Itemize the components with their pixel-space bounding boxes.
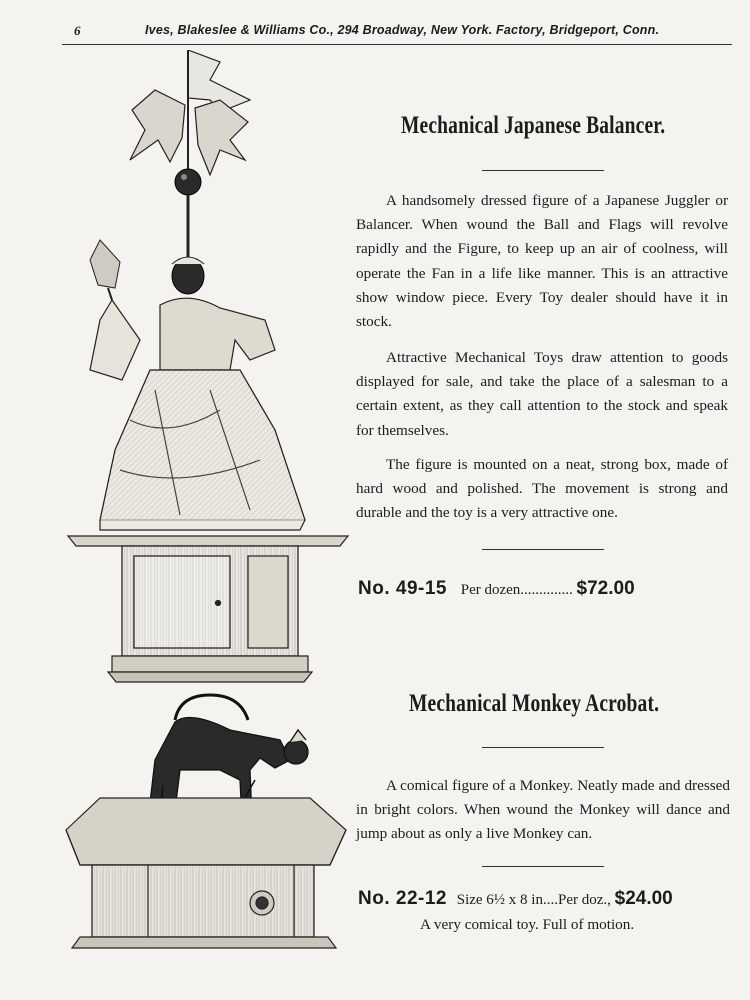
octagonal-box: [66, 798, 346, 948]
running-header: Ives, Blakeslee & Williams Co., 294 Broadway, New York. Factory, Bridgeport, Conn.: [145, 23, 660, 37]
section1-title-rule: [482, 170, 604, 171]
section1-paragraph-1: A handsomely dressed figure of a Japanese Juggler or Balancer. When wound the Ball and Flags will revolve rapidly and the Figure, to keep up an air of coolness, will operate the Fan in a life like manner. This is an attractive show window piece. Every Toy dealer should have it in stock.: [356, 192, 728, 331]
section2-price: $24.00: [614, 888, 673, 909]
section1-title: Mechanical Japanese Balancer.: [401, 112, 666, 139]
section1-price-label: Per dozen..............: [460, 582, 573, 598]
header-rule: [62, 44, 732, 45]
fan: [90, 240, 120, 300]
section2-note: A very comical toy. Full of motion.: [420, 916, 635, 933]
section2-paragraph-1: A comical figure of a Monkey. Neatly made and dressed in bright colors. When wound the Monkey will dance and jump about as only a live Monkey can.: [356, 777, 730, 843]
section1-divider: [482, 549, 604, 550]
section1-price: $72.00: [576, 578, 635, 599]
section2-divider: [482, 866, 604, 867]
section2-item-number: No. 22-12: [358, 888, 447, 909]
balancer-illustration: [60, 50, 360, 690]
flags: [130, 50, 250, 175]
section1-paragraph-2: Attractive Mechanical Toys draw attention to goods displayed for sale, and take the place of a salesman to a certain extent, as they call attention to the stock and speak for themselves.: [356, 349, 728, 439]
section2-title: Mechanical Monkey Acrobat.: [409, 690, 660, 717]
ball: [175, 169, 201, 195]
box: [68, 536, 348, 682]
page-number: 6: [74, 23, 81, 38]
section1-price-line: [358, 578, 730, 600]
section1-item-number: No. 49-15: [358, 578, 447, 599]
figure-head: [172, 257, 204, 294]
figure-robe: [90, 298, 305, 530]
section2-title-rule: [482, 747, 604, 748]
section2-price-label: Size 6½ x 8 in....Per doz.,: [456, 892, 611, 908]
section1-paragraph-3: The figure is mounted on a neat, strong box, made of hard wood and polished. The movement is strong and durable and the toy is a very attractive one.: [356, 456, 728, 522]
monkey-illustration: [60, 690, 350, 960]
section2-price-line: [358, 888, 732, 910]
